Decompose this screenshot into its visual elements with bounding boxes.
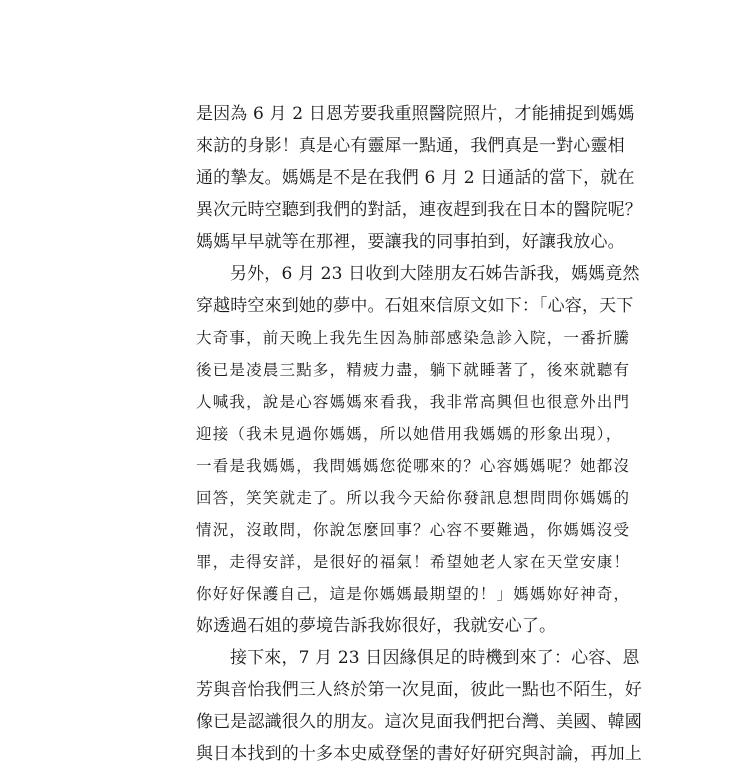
- text-line: 穿越時空來到她的夢中。石姐來信原文如下：「心容，天下: [196, 296, 634, 316]
- quoted-text-line: 你好好保護自己，這是你媽媽最期望的！」媽媽妳好神奇，: [196, 585, 631, 603]
- quoted-text-line: 後已是凌晨三點多，精疲力盡，躺下就睡著了，後來就聽有: [196, 361, 631, 379]
- quoted-text-line: 罪，走得安詳，是很好的福氣！希望她老人家在天堂安康！: [196, 553, 631, 571]
- text-line: 妳透過石姐的夢境告訴我妳很好，我就安心了。: [196, 616, 557, 636]
- text-line: 像已是認識很久的朋友。這次見面我們把台灣、美國、韓國: [196, 712, 642, 732]
- quoted-text-line: 一看是我媽媽，我問媽媽您從哪來的？心容媽媽呢？她都沒: [196, 457, 631, 475]
- text-line: 異次元時空聽到我們的對話，連夜趕到我在日本的醫院呢？: [196, 200, 642, 220]
- quoted-text-line: 人喊我，說是心容媽媽來看我，我非常高興但也很意外出門: [196, 393, 631, 411]
- quoted-text-line: 情況，沒敢問，你說怎麼回事？心容不要難過，你媽媽沒受: [196, 521, 631, 539]
- text-line: 與日本找到的十多本史威登堡的書好好研究與討論，再加上: [196, 744, 642, 764]
- text-line: 芳與音怡我們三人終於第一次見面，彼此一點也不陌生，好: [196, 680, 642, 700]
- quoted-text-line: 迎接（我未見過你媽媽，所以她借用我媽媽的形象出現），: [196, 425, 623, 443]
- text-line: 通的摯友。媽媽是不是在我們 6 月 2 日通話的當下，就在: [196, 168, 635, 188]
- quoted-text-line: 大奇事，前天晚上我先生因為肺部感染急診入院，一番折騰: [196, 329, 631, 347]
- paragraph-start-line: 接下來，7 月 23 日因緣俱足的時機到來了：心容、恩: [230, 648, 640, 668]
- quoted-text-line: 回答，笑笑就走了。所以我今天給你發訊息想問問你媽媽的: [196, 489, 631, 507]
- text-line: 來訪的身影！真是心有靈犀一點通，我們真是一對心靈相: [196, 136, 625, 156]
- text-line: 媽媽早早就等在那裡，要讓我的同事拍到，好讓我放心。: [196, 232, 625, 252]
- text-line: 是因為 6 月 2 日恩芳要我重照醫院照片，才能捕捉到媽媽: [196, 104, 635, 124]
- body-text: [196, 98, 642, 770]
- paragraph-start-line: 另外，6 月 23 日收到大陸朋友石姊告訴我，媽媽竟然: [230, 264, 640, 284]
